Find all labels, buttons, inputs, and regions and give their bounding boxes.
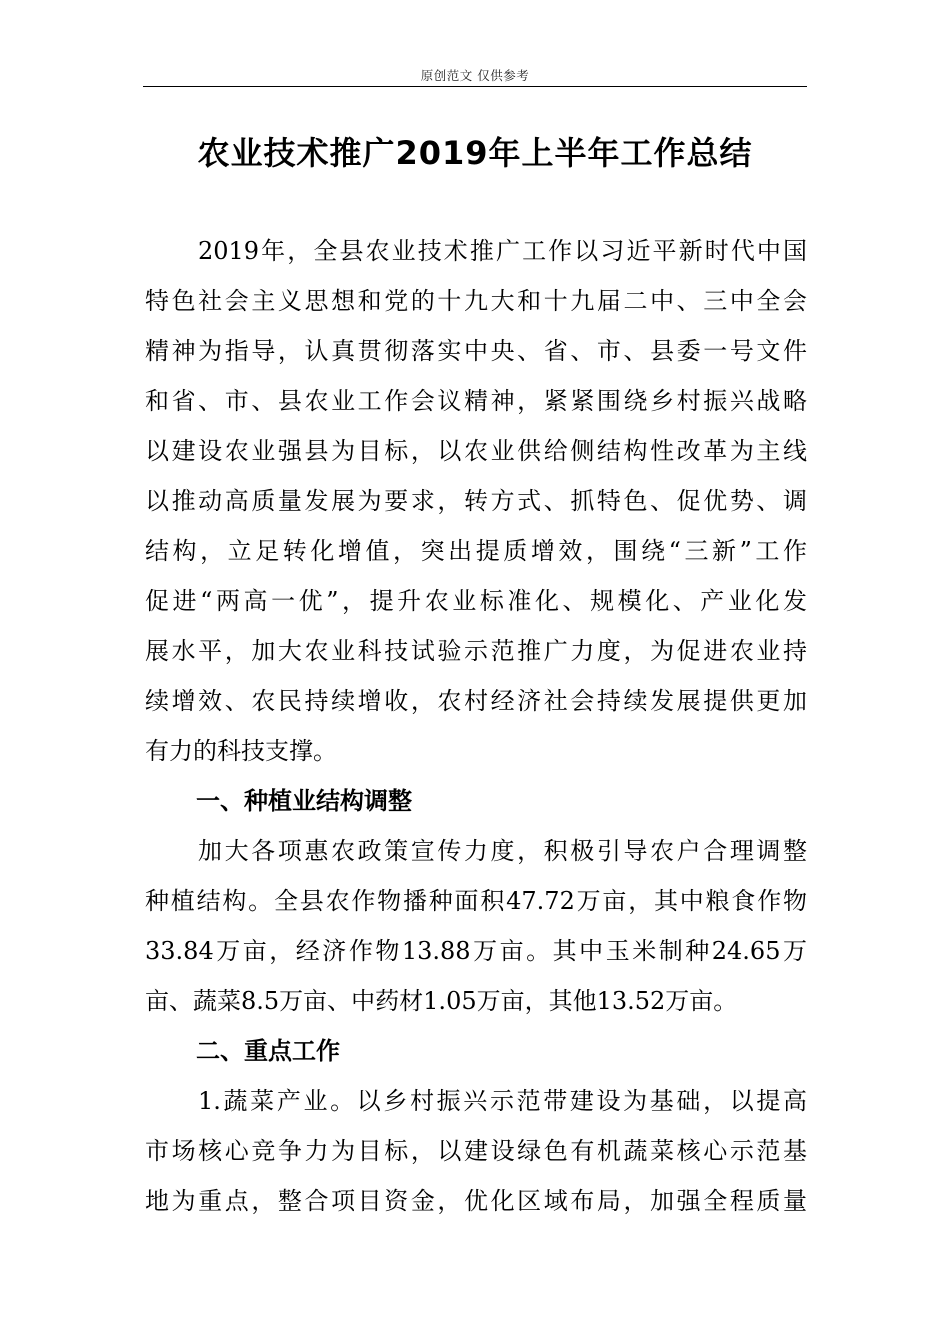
paragraph-line: 1.蔬菜产业。以乡村振兴示范带建设为基础，以提高 [198, 1087, 807, 1115]
paragraph-line: 精神为指导，认真贯彻落实中央、省、市、县委一号文件 [145, 337, 807, 365]
paragraph-line: 展水平，加大农业科技试验示范推广力度，为促进农业持 [145, 637, 807, 665]
section-heading: 二、重点工作 [196, 1037, 340, 1065]
paragraph-line: 33.84万亩，经济作物13.88万亩。其中玉米制种24.65万 [145, 937, 807, 965]
paragraph-line: 和省、市、县农业工作会议精神，紧紧围绕乡村振兴战略 [145, 387, 807, 415]
paragraph-line: 特色社会主义思想和党的十九大和十九届二中、三中全会 [145, 287, 807, 315]
paragraph-line: 以建设农业强县为目标，以农业供给侧结构性改革为主线 [145, 437, 807, 465]
header-rule [143, 86, 807, 87]
paragraph-line: 地为重点，整合项目资金，优化区域布局，加强全程质量 [145, 1187, 807, 1215]
document-title: 农业技术推广2019年上半年工作总结 [197, 134, 753, 172]
section-heading: 一、种植业结构调整 [196, 787, 412, 815]
page-header: 原创范文 仅供参考 [420, 68, 530, 83]
paragraph-line: 有力的科技支撑。 [145, 737, 337, 765]
paragraph-line: 加大各项惠农政策宣传力度，积极引导农户合理调整 [198, 837, 807, 865]
paragraph-line: 市场核心竞争力为目标，以建设绿色有机蔬菜核心示范基 [145, 1137, 807, 1165]
paragraph-line: 促进“两高一优”，提升农业标准化、规模化、产业化发 [145, 587, 807, 615]
paragraph-line: 以推动高质量发展为要求，转方式、抓特色、促优势、调 [145, 487, 807, 515]
paragraph-line: 种植结构。全县农作物播种面积47.72万亩，其中粮食作物 [145, 887, 807, 915]
paragraph-line: 结构，立足转化增值，突出提质增效，围绕“三新”工作 [145, 537, 807, 565]
paragraph-line: 2019年，全县农业技术推广工作以习近平新时代中国 [198, 237, 807, 265]
paragraph-line: 续增效、农民持续增收，农村经济社会持续发展提供更加 [145, 687, 807, 715]
paragraph-line: 亩、蔬菜8.5万亩、中药材1.05万亩，其他13.52万亩。 [145, 987, 738, 1015]
